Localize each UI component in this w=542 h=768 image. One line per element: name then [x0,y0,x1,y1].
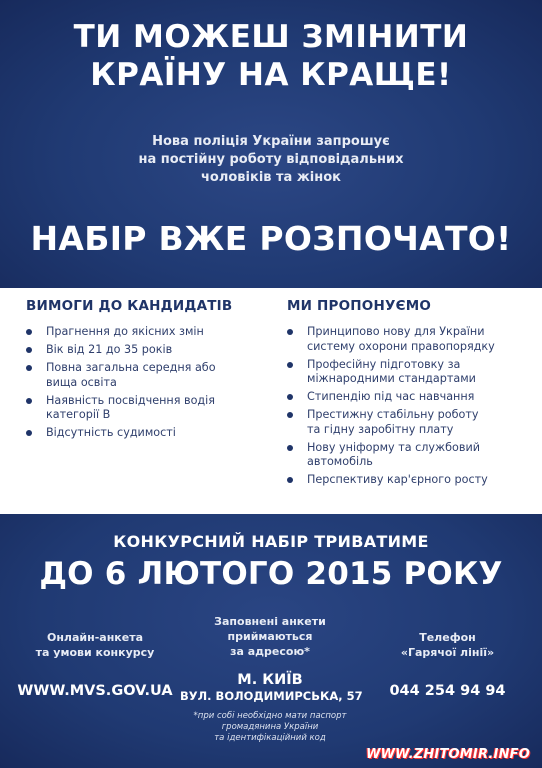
invitation-line-1: Нова поліція України запрошує [152,134,390,149]
bullet-icon [287,394,293,400]
footnote-line-3: та ідентифікаційний код [214,733,326,743]
website-link[interactable]: WWW.MVS.GOV.UA [17,683,173,699]
list-item [287,441,532,470]
list-item-text: вища освіта [46,375,117,389]
hotline-label-line-1: Телефон [419,631,476,644]
offers-column [287,298,532,491]
online-label-line-2: та умови конкурсу [35,646,155,659]
list-item [26,343,266,358]
list-item [26,394,266,423]
list-item-text: Вік від 21 до 35 років [46,343,173,356]
online-application-label [10,630,180,660]
list-item-text: Повна загальна середня або [46,361,216,374]
address-street: ВУЛ. ВОЛОДИМИРСЬКА, 57 [180,689,363,703]
bullet-icon [26,398,32,404]
invitation-text [0,133,542,187]
list-item [26,361,266,390]
list-item [287,473,532,488]
offers-title: МИ ПРОПОНУЄМО [287,298,432,314]
list-item [287,408,532,437]
requirements-list [26,325,266,441]
invitation-line-3: чоловіків та жінок [201,170,341,185]
bullet-icon [287,477,293,483]
address-label-line-2: приймаються [227,630,313,643]
address-city: М. КИЇВ [237,672,303,688]
list-item-text: категорії В [46,408,111,421]
bullet-icon [287,329,293,335]
site-watermark: WWW.ZHITOMIR.INFO [366,747,530,762]
bullet-icon [26,365,32,371]
address-label-line-1: Заповнені анкети [214,615,326,628]
list-item-text: Престижну стабільну роботу [307,408,479,421]
list-item-text: Професійну підготовку за [307,357,461,371]
hotline-phone[interactable]: 044 254 94 94 [389,683,506,699]
offers-list [287,325,532,488]
bullet-icon [287,362,293,368]
list-item [26,426,266,441]
invitation-line-2: на постійну роботу відповідальних [138,152,404,167]
address-label-line-3: за адресою* [230,645,310,658]
footnote-line-1: *при собі необхідно мати паспорт [193,711,347,721]
contest-heading: КОНКУРСНИЙ НАБІР ТРИВАТИМЕ [113,532,429,551]
deadline-heading: ДО 6 ЛЮТОГО 2015 РОКУ [39,556,503,592]
bullet-icon [26,430,32,436]
bullet-icon [26,329,32,335]
bullet-icon [287,412,293,418]
address-label [180,614,360,659]
details-section [0,288,542,514]
list-item-text: автомобіль [307,455,373,468]
list-item-text: Прагнення до якісних змін [46,325,204,338]
recruitment-started-heading: НАБІР ВЖЕ РОЗПОЧАТО! [30,219,512,258]
bullet-icon [26,347,32,353]
requirements-title: ВИМОГИ ДО КАНДИДАТІВ [26,298,233,314]
list-item [287,390,532,405]
list-item-text: Наявність посвідчення водія [46,393,215,407]
headline-line-1: ТИ МОЖЕШ ЗМІНИТИ [73,19,469,55]
submission-address [180,614,363,703]
list-item-text: Перспективу кар'єрного росту [307,473,488,486]
footnote-line-2: громадянина України [221,722,319,732]
bottom-banner [0,514,542,768]
list-item-text: Принципово нову для України [307,325,485,338]
online-label-line-1: Онлайн-анкета [46,631,144,644]
list-item-text: Відсутність судимості [46,426,176,439]
footnote [180,711,360,744]
top-banner [0,0,542,288]
hotline-label-line-2: «Гарячої лінії» [400,646,495,659]
list-item-text: систему охорони правопорядку [307,339,495,353]
list-item [26,325,266,340]
list-item-text: Нову уніформу та службовий [307,440,481,454]
hotline-label [360,630,535,660]
list-item-text: Стипендію під час навчання [307,390,475,403]
headline-line-2: КРАЇНУ НА КРАЩЕ! [90,57,452,93]
list-item-text: міжнародними стандартами [307,372,476,385]
hotline [360,612,535,699]
bullet-icon [287,445,293,451]
list-item [287,325,532,354]
online-application [10,612,180,699]
headline [0,18,542,94]
list-item [287,358,532,387]
list-item-text: та гідну заробітну плату [307,422,454,436]
requirements-column [26,298,266,444]
